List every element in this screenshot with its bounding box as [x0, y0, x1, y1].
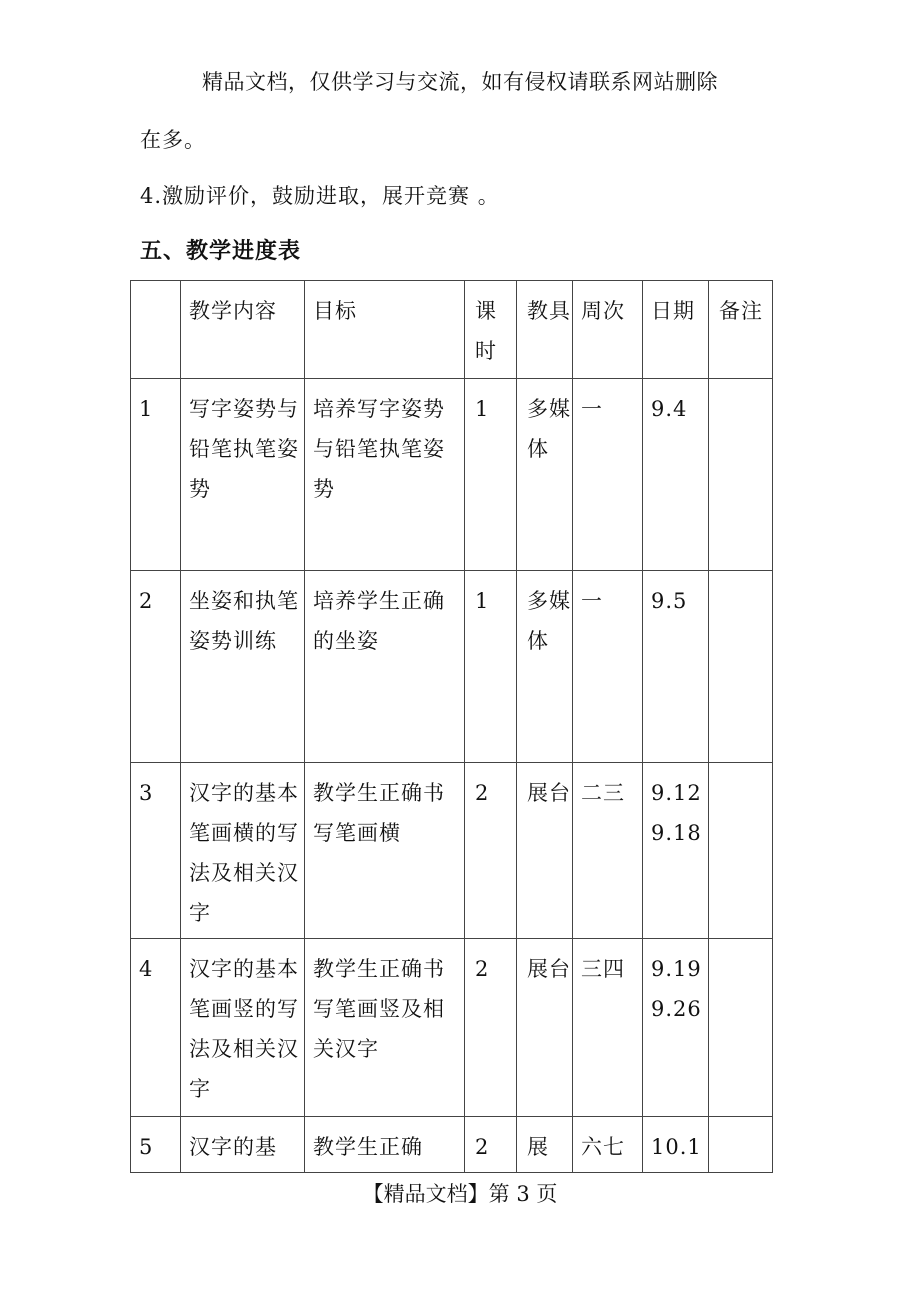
- paragraph-continuation: 在多。: [140, 128, 206, 152]
- date-line: 9.19: [651, 957, 702, 981]
- cell-content: 坐姿和执笔姿势训练: [181, 571, 305, 763]
- date-line: 9.26: [651, 997, 702, 1021]
- cell-hours: 2: [465, 939, 517, 1117]
- cell-hours: 2: [465, 763, 517, 939]
- date-line: 10.1: [651, 1135, 702, 1159]
- table-row: [131, 763, 773, 939]
- date-line: 9.5: [651, 589, 688, 613]
- cell-week: 一: [573, 379, 643, 571]
- table-row: [131, 379, 773, 571]
- date-line: 9.18: [651, 821, 702, 845]
- cell-tools: 多媒体: [517, 379, 573, 571]
- cell-hours: 2: [465, 1117, 517, 1173]
- cell-content: 汉字的基本笔画横的写法及相关汉字: [181, 763, 305, 939]
- cell-goal: 培养写字姿势与铅笔执笔姿势: [305, 379, 465, 571]
- header-cell-index: [131, 281, 181, 379]
- teaching-schedule-table: [130, 280, 773, 1173]
- table-header-row: [131, 281, 773, 379]
- cell-tools: 多媒体: [517, 571, 573, 763]
- header-cell-week: 周次: [573, 281, 643, 379]
- cell-content: 汉字的基: [181, 1117, 305, 1173]
- cell-tools: 展: [517, 1117, 573, 1173]
- cell-goal: 教学生正确书写笔画横: [305, 763, 465, 939]
- date-line: 9.12: [651, 781, 702, 805]
- cell-index: 1: [131, 379, 181, 571]
- cell-index: 4: [131, 939, 181, 1117]
- cell-week: 三四: [573, 939, 643, 1117]
- header-cell-hours: 课时: [465, 281, 517, 379]
- cell-index: 2: [131, 571, 181, 763]
- cell-goal: 教学生正确书写笔画竖及相关汉字: [305, 939, 465, 1117]
- page-header-notice: 精品文档，仅供学习与交流，如有侵权请联系网站删除: [202, 70, 718, 94]
- cell-date: [643, 763, 709, 939]
- table-row: [131, 1117, 773, 1173]
- cell-tools: 展台: [517, 763, 573, 939]
- table-row: [131, 571, 773, 763]
- cell-note: [709, 763, 773, 939]
- cell-note: [709, 1117, 773, 1173]
- cell-hours: 1: [465, 379, 517, 571]
- cell-content: 写字姿势与铅笔执笔姿势: [181, 379, 305, 571]
- cell-hours: 1: [465, 571, 517, 763]
- cell-index: 3: [131, 763, 181, 939]
- paragraph-item-4: 4.激励评价，鼓励进取，展开竞赛 。: [140, 184, 500, 208]
- cell-date: [643, 571, 709, 763]
- cell-week: 六七: [573, 1117, 643, 1173]
- header-cell-tools: 教具: [517, 281, 573, 379]
- cell-note: [709, 571, 773, 763]
- cell-week: 一: [573, 571, 643, 763]
- cell-date: [643, 1117, 709, 1173]
- header-cell-goal: 目标: [305, 281, 465, 379]
- cell-date: [643, 939, 709, 1117]
- cell-index: 5: [131, 1117, 181, 1173]
- cell-content: 汉字的基本笔画竖的写法及相关汉字: [181, 939, 305, 1117]
- cell-note: [709, 939, 773, 1117]
- cell-tools: 展台: [517, 939, 573, 1117]
- cell-date: [643, 379, 709, 571]
- date-line: 9.4: [651, 397, 688, 421]
- table-row: [131, 939, 773, 1117]
- cell-note: [709, 379, 773, 571]
- header-cell-note: 备注: [709, 281, 773, 379]
- page-footer: 【精品文档】第 3 页: [362, 1182, 558, 1206]
- cell-goal: 教学生正确: [305, 1117, 465, 1173]
- cell-week: 二三: [573, 763, 643, 939]
- section-title: 五、教学进度表: [140, 239, 302, 264]
- header-cell-date: 日期: [643, 281, 709, 379]
- header-cell-content: 教学内容: [181, 281, 305, 379]
- cell-goal: 培养学生正确的坐姿: [305, 571, 465, 763]
